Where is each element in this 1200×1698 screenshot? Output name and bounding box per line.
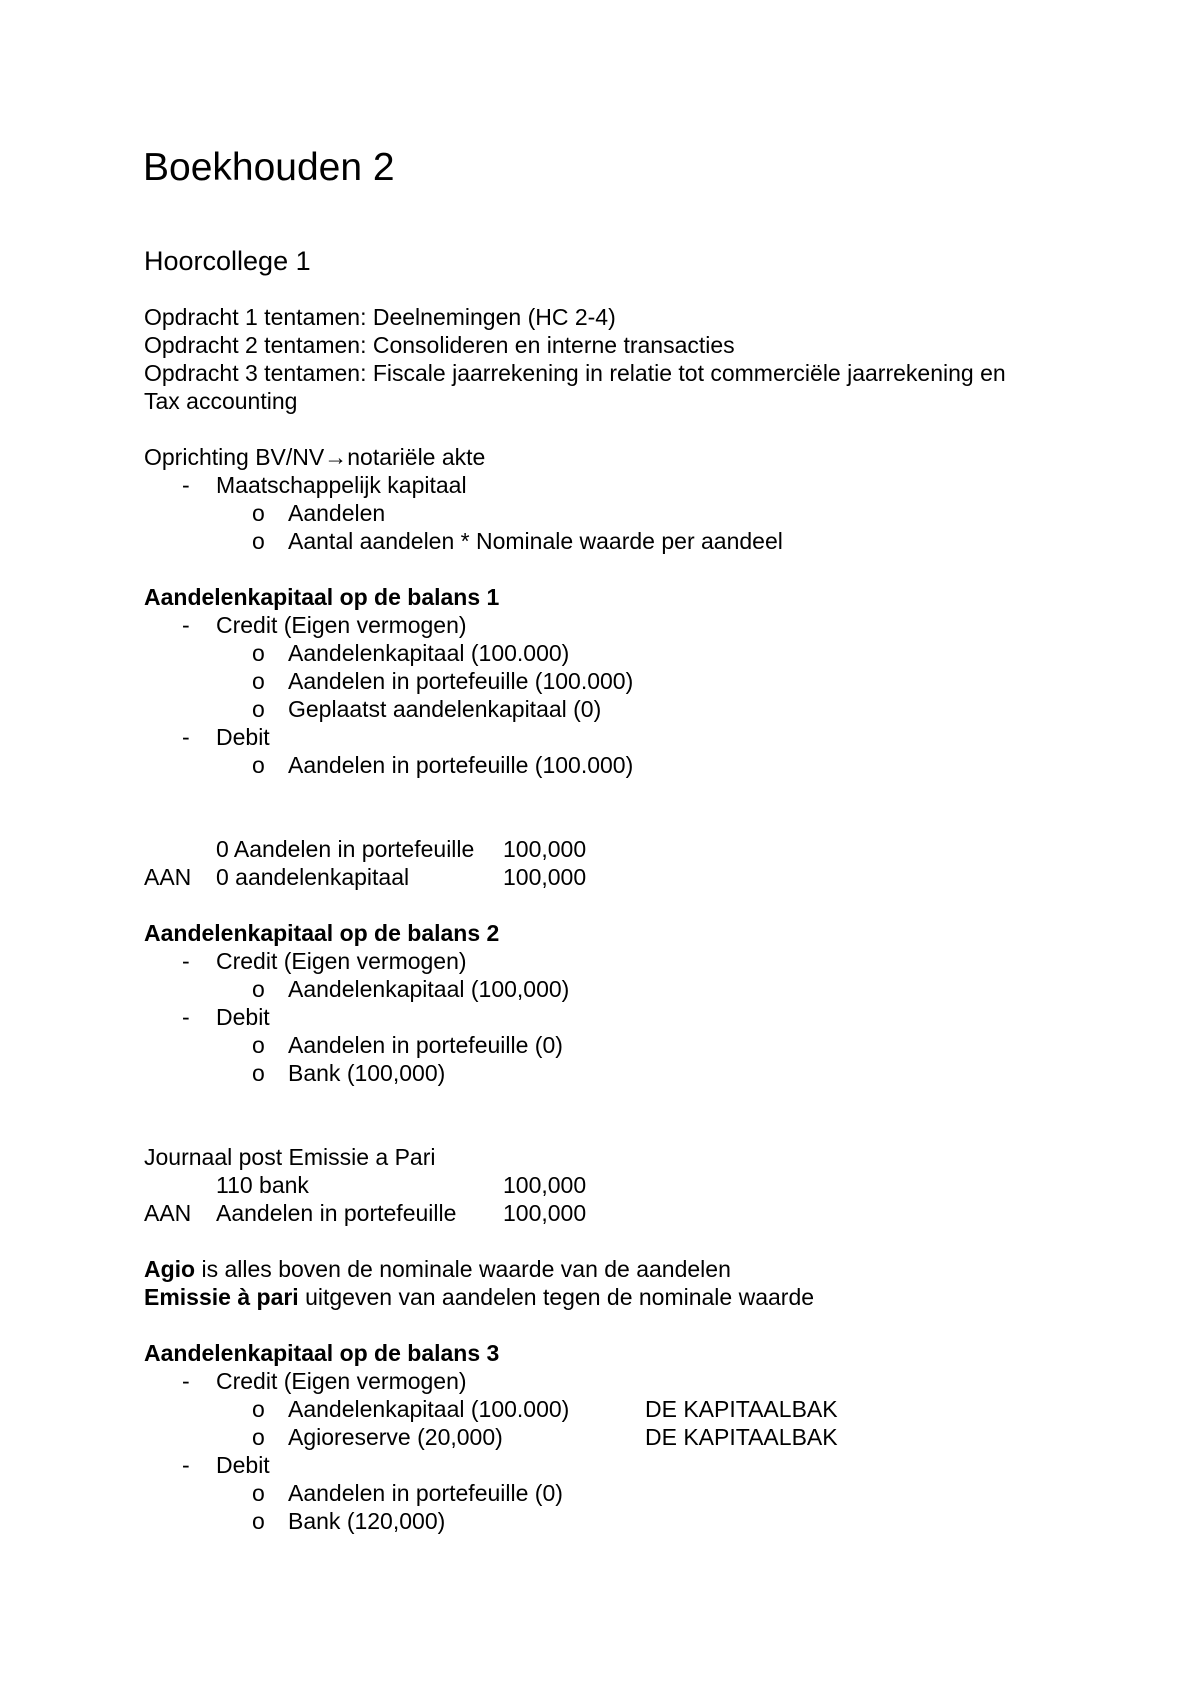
balans2-debit-item: Aandelen in portefeuille (0) [288, 1032, 563, 1058]
balans1-debit-item: Aandelen in portefeuille (100.000) [288, 752, 634, 778]
list-bullet: o [252, 1060, 265, 1086]
balans3-debit-item: Bank (120,000) [288, 1508, 446, 1534]
definition-term: Emissie à pari [144, 1284, 299, 1310]
balans1-credit-item: Geplaatst aandelenkapitaal (0) [288, 696, 602, 722]
balans2-credit-item: Aandelenkapitaal (100,000) [288, 976, 570, 1002]
list-dash: - [182, 612, 190, 638]
journal2-account: Aandelen in portefeuille [216, 1200, 457, 1226]
list-bullet: o [252, 528, 265, 554]
list-bullet: o [252, 1424, 265, 1450]
balans1-debit: Debit [216, 724, 270, 750]
journal1-account: 0 aandelenkapitaal [216, 864, 410, 890]
intro-line-2: Opdracht 2 tentamen: Consolideren en interne transacties [144, 332, 735, 358]
balans3-credit-item: Aandelenkapitaal (100.000) [288, 1396, 570, 1422]
document-subtitle: Hoorcollege 1 [144, 246, 311, 276]
list-dash: - [182, 1004, 190, 1030]
oprichting-heading: Oprichting BV/NV→notariële akte [144, 444, 486, 470]
oprichting-subitem: Aantal aandelen * Nominale waarde per aandeel [288, 528, 783, 554]
journal2-prefix: AAN [144, 1200, 192, 1226]
journal2-amount: 100,000 [503, 1200, 587, 1226]
definition-term: Agio [144, 1256, 196, 1282]
balans2-debit-item: Bank (100,000) [288, 1060, 446, 1086]
balans1-credit: Credit (Eigen vermogen) [216, 612, 467, 638]
definition-emissie [144, 1283, 814, 1311]
list-dash: - [182, 472, 190, 498]
balans1-heading: Aandelenkapitaal op de balans 1 [144, 584, 500, 610]
oprichting-subitem: Aandelen [288, 500, 386, 526]
balans2-credit: Credit (Eigen vermogen) [216, 948, 467, 974]
list-bullet: o [252, 976, 265, 1002]
journal2-amount: 100,000 [503, 1172, 587, 1198]
list-bullet: o [252, 752, 265, 778]
balans3-credit-tag: DE KAPITAALBAK [645, 1424, 838, 1450]
list-bullet: o [252, 640, 265, 666]
balans3-debit-item: Aandelen in portefeuille (0) [288, 1480, 563, 1506]
balans3-debit: Debit [216, 1452, 270, 1478]
journal2-account: 110 bank [216, 1172, 309, 1198]
list-bullet: o [252, 696, 265, 722]
definition-text: uitgeven van aandelen tegen de nominale waarde [298, 1284, 815, 1310]
document-title: Boekhouden 2 [143, 146, 395, 189]
balans3-credit-tag: DE KAPITAALBAK [645, 1396, 838, 1422]
list-bullet: o [252, 668, 265, 694]
list-bullet: o [252, 500, 265, 526]
journal1-amount: 100,000 [503, 864, 587, 890]
journal1-amount: 100,000 [503, 836, 587, 862]
intro-line-3: Opdracht 3 tentamen: Fiscale jaarrekening in relatie tot commerciële jaarrekening en [144, 360, 1006, 386]
definition-text: is alles boven de nominale waarde van de aandelen [195, 1256, 731, 1282]
balans2-heading: Aandelenkapitaal op de balans 2 [144, 920, 500, 946]
journal1-account: 0 Aandelen in portefeuille [216, 836, 475, 862]
intro-line-1: Opdracht 1 tentamen: Deelnemingen (HC 2-4) [144, 304, 616, 330]
list-dash: - [182, 1452, 190, 1478]
list-bullet: o [252, 1396, 265, 1422]
balans3-heading: Aandelenkapitaal op de balans 3 [144, 1340, 500, 1366]
oprichting-item: Maatschappelijk kapitaal [216, 472, 467, 498]
list-dash: - [182, 1368, 190, 1394]
balans1-credit-item: Aandelen in portefeuille (100.000) [288, 668, 634, 694]
list-dash: - [182, 948, 190, 974]
journal1-prefix: AAN [144, 864, 192, 890]
balans2-debit: Debit [216, 1004, 270, 1030]
balans1-credit-item: Aandelenkapitaal (100.000) [288, 640, 570, 666]
balans3-credit-item: Agioreserve (20,000) [288, 1424, 503, 1450]
intro-line-4: Tax accounting [144, 388, 298, 414]
definition-agio [144, 1255, 731, 1283]
balans3-credit: Credit (Eigen vermogen) [216, 1368, 467, 1394]
list-bullet: o [252, 1032, 265, 1058]
list-bullet: o [252, 1508, 265, 1534]
list-dash: - [182, 724, 190, 750]
journal2-heading: Journaal post Emissie a Pari [144, 1144, 436, 1170]
list-bullet: o [252, 1480, 265, 1506]
